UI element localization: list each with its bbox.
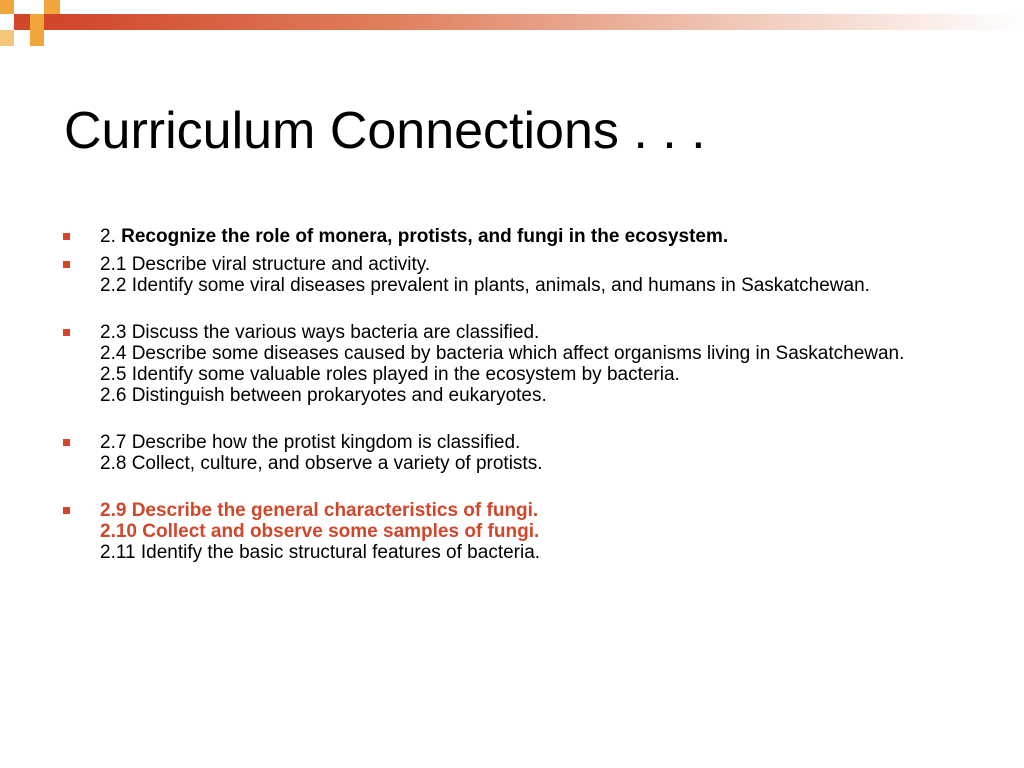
decor-square xyxy=(30,14,44,30)
item-line: 2.11 Identify the basic structural features of bacteria. xyxy=(100,542,541,563)
list-item xyxy=(60,226,960,247)
item-line: 2.8 Collect, culture, and observe a variety of protists. xyxy=(100,453,543,474)
bullet-square-icon xyxy=(63,233,70,240)
decor-square xyxy=(14,14,30,30)
item-line: 2.4 Describe some diseases caused by bacteria which affect organisms living in Saskatchewan. xyxy=(100,343,905,364)
slide-content xyxy=(60,226,960,563)
decor-square xyxy=(0,30,14,46)
item-line: 2.1 Describe viral structure and activity. xyxy=(100,254,431,275)
item-highlight-line: 2.10 Collect and observe some samples of fungi. xyxy=(100,521,540,542)
list-item xyxy=(60,432,960,474)
bullet-square-icon xyxy=(63,507,70,514)
header-gradient-bar xyxy=(60,14,1024,30)
decor-square xyxy=(14,30,30,46)
decor-square xyxy=(30,30,44,46)
item-line: 2.5 Identify some valuable roles played in the ecosystem by bacteria. xyxy=(100,364,680,385)
decor-square xyxy=(0,0,14,14)
item-bold-text: Recognize the role of monera, protists, and fungi in the ecosystem. xyxy=(121,226,729,247)
bullet-square-icon xyxy=(63,439,70,446)
header-decoration xyxy=(0,0,1024,60)
slide-title: Curriculum Connections . . . xyxy=(64,102,706,160)
list-item xyxy=(60,322,960,406)
item-prefix: 2. xyxy=(100,226,122,247)
item-line: 2.2 Identify some viral diseases prevalent in plants, animals, and humans in Saskatchewan. xyxy=(100,275,870,296)
decor-square xyxy=(44,14,60,30)
bullet-square-icon xyxy=(63,261,70,268)
item-line: 2.7 Describe how the protist kingdom is classified. xyxy=(100,432,521,453)
decor-square xyxy=(44,0,60,14)
list-item xyxy=(60,500,960,563)
list-item xyxy=(60,254,960,296)
bullet-square-icon xyxy=(63,329,70,336)
item-line: 2.3 Discuss the various ways bacteria are classified. xyxy=(100,322,540,343)
item-line: 2.6 Distinguish between prokaryotes and eukaryotes. xyxy=(100,385,547,406)
item-highlight-line: 2.9 Describe the general characteristics of fungi. xyxy=(100,500,539,521)
